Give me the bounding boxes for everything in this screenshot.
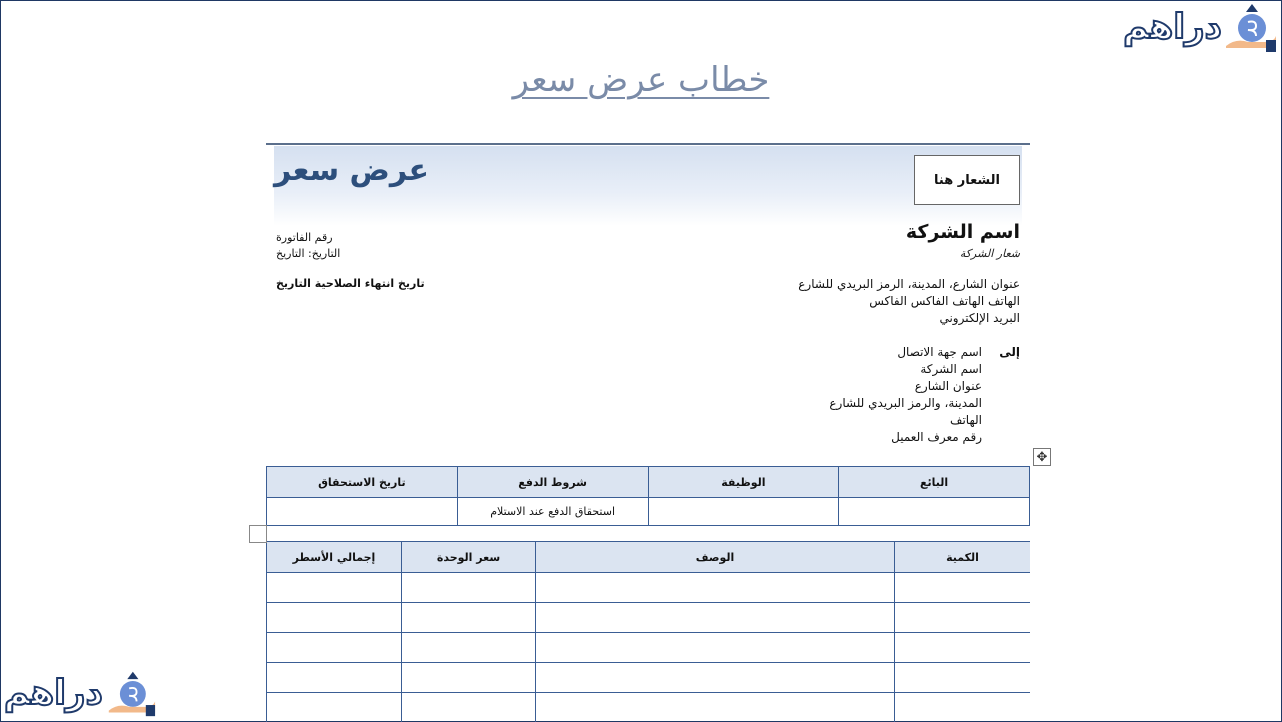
table-cell[interactable] <box>267 633 402 663</box>
invoice-number: رقم الفاتورة <box>276 231 333 244</box>
table-cell[interactable] <box>536 633 895 663</box>
recipient-street: عنوان الشارع <box>914 379 982 393</box>
recipient-company: اسم الشركة <box>920 362 982 376</box>
company-address: عنوان الشارع، المدينة، الرمز البريدي للشارع <box>798 277 1020 291</box>
table-header-cell[interactable]: إجمالي الأسطر <box>267 542 402 573</box>
table-header-cell[interactable]: البائع <box>839 467 1030 498</box>
document-top-rule <box>266 143 1030 145</box>
table-cell[interactable] <box>267 693 402 722</box>
recipient-customer-id: رقم معرف العميل <box>891 430 982 444</box>
table-cell[interactable] <box>267 663 402 693</box>
table-row <box>267 603 1031 633</box>
table-cell[interactable] <box>895 693 1031 722</box>
table-cell[interactable] <box>267 573 402 603</box>
slide-title: خطاب عرض سعر <box>512 60 770 100</box>
money-bag-hand-icon <box>103 668 159 718</box>
expiry-date: تاريخ انتهاء الصلاحية التاريخ <box>276 277 425 290</box>
table-row <box>267 693 1031 722</box>
table-cell[interactable] <box>895 573 1031 603</box>
table-header-cell[interactable]: تاريخ الاستحقاق <box>267 467 458 498</box>
invoice-date: التاريخ: التاريخ <box>276 247 341 260</box>
table-header-cell[interactable]: شروط الدفع <box>457 467 648 498</box>
table-cell[interactable] <box>267 498 458 526</box>
table-cell[interactable] <box>402 573 536 603</box>
table-cell[interactable]: استحقاق الدفع عند الاستلام <box>457 498 648 526</box>
brand-logo-text: دراهم <box>1123 7 1222 47</box>
recipient-label: إلى <box>999 345 1020 359</box>
items-table-header-row <box>267 542 1031 573</box>
table-cell[interactable] <box>648 498 839 526</box>
table-row <box>267 663 1031 693</box>
terms-table-header-row <box>267 467 1030 498</box>
table-header-cell[interactable]: الوظيفة <box>648 467 839 498</box>
company-slogan: شعار الشركة <box>959 247 1020 260</box>
brand-logo-bottom <box>4 668 159 718</box>
table-cell[interactable] <box>267 603 402 633</box>
table-row <box>267 573 1031 603</box>
table-cell[interactable] <box>402 693 536 722</box>
table-cell[interactable] <box>895 663 1031 693</box>
company-phone-fax: الهاتف الهاتف الفاكس الفاكس <box>869 294 1020 308</box>
company-address-block <box>798 276 1020 327</box>
terms-table <box>266 466 1030 526</box>
recipient-block <box>829 344 982 446</box>
recipient-city-zip: المدينة، والرمز البريدي للشارع <box>829 396 982 410</box>
table-select-handle[interactable] <box>249 525 267 543</box>
table-header-cell[interactable]: سعر الوحدة <box>402 542 536 573</box>
company-name: اسم الشركة <box>905 221 1020 243</box>
brand-logo-text: دراهم <box>4 673 103 713</box>
money-bag-hand-icon <box>1222 0 1278 54</box>
brand-logo-top <box>1123 0 1278 54</box>
table-cell[interactable] <box>536 603 895 633</box>
quote-document <box>266 143 1030 722</box>
company-email: البريد الإلكتروني <box>939 311 1020 325</box>
quote-title: عرض سعر <box>274 153 430 188</box>
items-table <box>266 541 1030 722</box>
recipient-phone: الهاتف <box>950 413 982 427</box>
table-cell[interactable] <box>895 603 1031 633</box>
table-header-cell[interactable]: الكمية <box>895 542 1031 573</box>
logo-placeholder[interactable]: الشعار هنا <box>914 155 1020 205</box>
table-cell[interactable] <box>536 573 895 603</box>
table-cell[interactable] <box>839 498 1030 526</box>
table-move-handle-icon[interactable]: ✥ <box>1033 448 1051 466</box>
table-cell[interactable] <box>402 603 536 633</box>
table-row <box>267 498 1030 526</box>
table-cell[interactable] <box>402 663 536 693</box>
table-cell[interactable] <box>895 633 1031 663</box>
table-cell[interactable] <box>536 663 895 693</box>
table-header-cell[interactable]: الوصف <box>536 542 895 573</box>
table-cell[interactable] <box>536 693 895 722</box>
table-row <box>267 633 1031 663</box>
table-cell[interactable] <box>402 633 536 663</box>
recipient-contact: اسم جهة الاتصال <box>897 345 982 359</box>
